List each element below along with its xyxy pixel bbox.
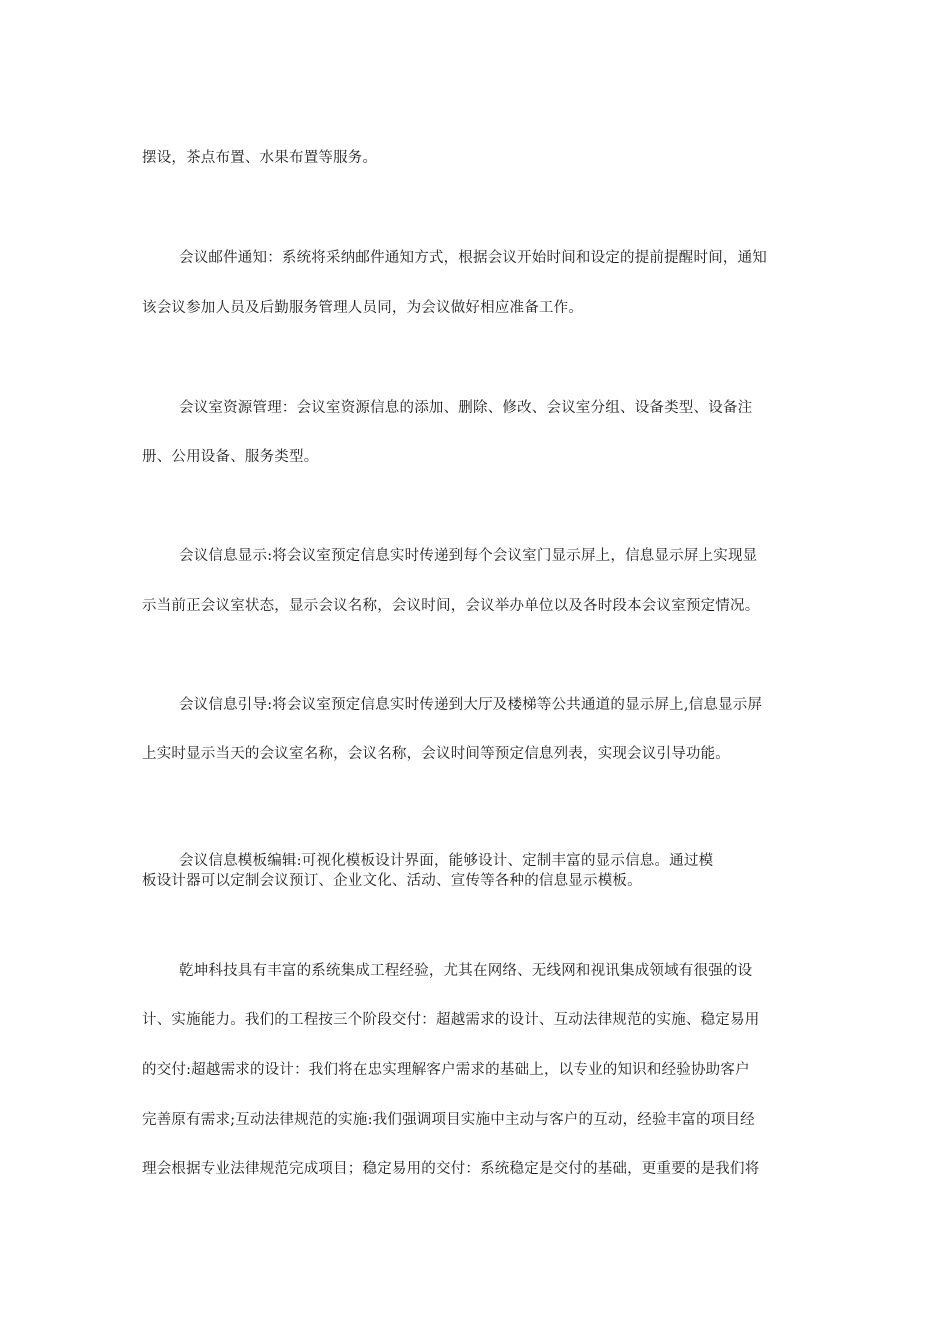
- text-line: 乾坤科技具有丰富的系统集成工程经验，尤其在网络、无线网和视讯集成领域有很强的设: [179, 963, 753, 979]
- text-line: 会议信息模板编辑:可视化模板设计界面，能够设计、定制丰富的显示信息。通过模: [179, 853, 714, 869]
- text-line: 摆设，茶点布置、水果布置等服务。: [142, 150, 378, 166]
- text-line: 会议邮件通知：系统将采纳邮件通知方式，根据会议开始时间和设定的提前提醒时间，通知: [179, 250, 767, 266]
- text-line: 板设计器可以定制会议预订、企业文化、活动、宣传等各种的信息显示模板。: [142, 873, 642, 889]
- text-line: 该会议参加人员及后勤服务管理人员同，为会议做好相应准备工作。: [142, 300, 583, 316]
- text-line: 会议信息引导:将会议室预定信息实时传递到大厅及楼梯等公共通道的显示屏上,信息显示屏: [179, 697, 763, 713]
- text-line: 理会根据专业法律规范完成项目；稳定易用的交付：系统稳定是交付的基础，更重要的是我们将: [142, 1161, 760, 1177]
- text-line: 的交付:超越需求的设计：我们将在忠实理解客户需求的基础上，以专业的知识和经验协助客户: [142, 1062, 750, 1078]
- text-line: 上实时显示当天的会议室名称，会议名称，会议时间等预定信息列表，实现会议引导功能。: [142, 746, 730, 762]
- text-line: 会议室资源管理：会议室资源信息的添加、删除、修改、会议室分组、设备类型、设备注: [179, 400, 753, 416]
- text-line: 示当前正会议室状态，显示会议名称，会议时间，会议举办单位以及各时段本会议室预定情况。: [142, 598, 760, 614]
- text-line: 会议信息显示:将会议室预定信息实时传递到每个会议室门显示屏上，信息显示屏上实现显: [179, 548, 758, 564]
- text-line: 完善原有需求;互动法律规范的实施:我们强调项目实施中主动与客户的互动，经验丰富的项目经: [142, 1112, 755, 1128]
- text-line: 计、实施能力。我们的工程按三个阶段交付：超越需求的设计、互动法律规范的实施、稳定易用: [142, 1012, 760, 1028]
- text-line: 册、公用设备、服务类型。: [142, 449, 319, 465]
